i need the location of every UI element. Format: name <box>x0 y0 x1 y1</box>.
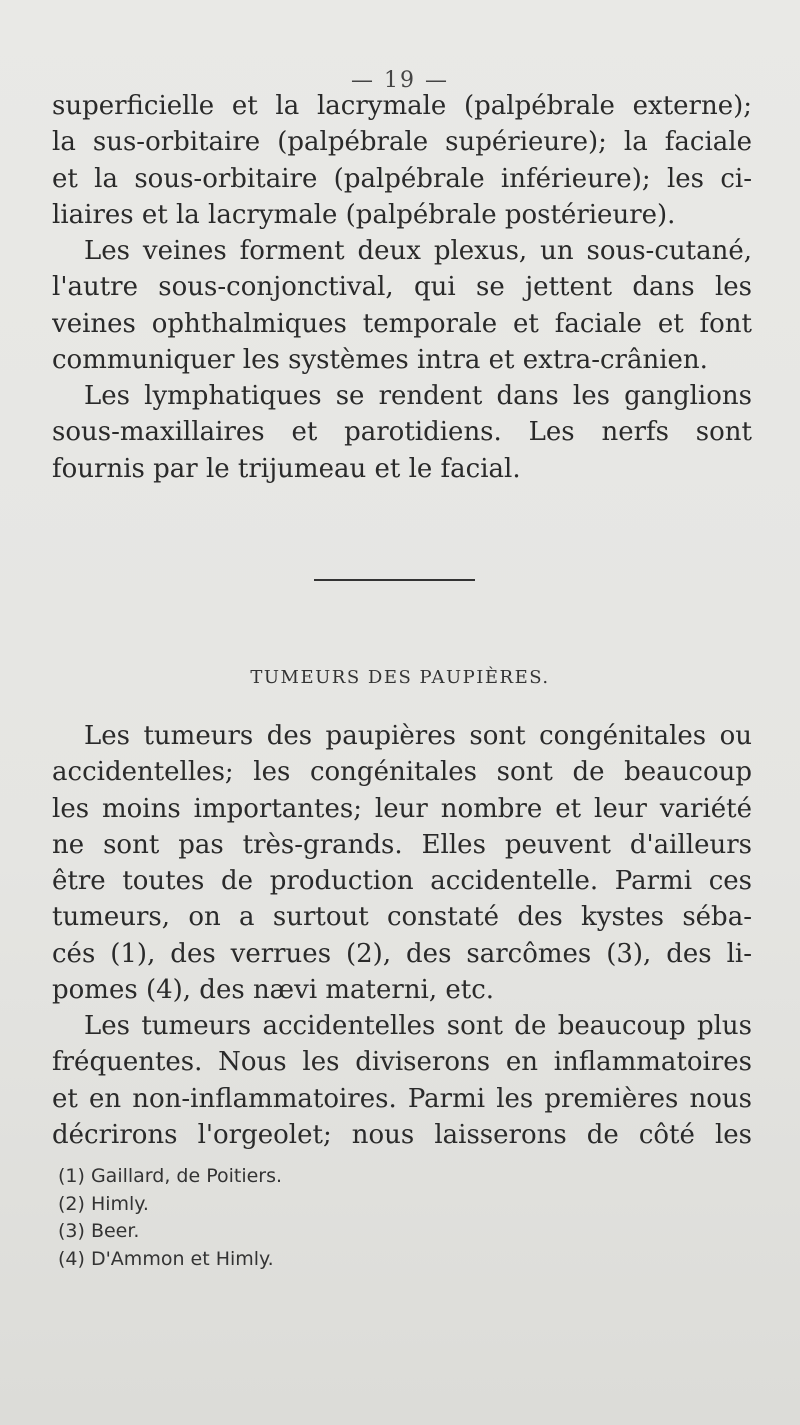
text-line: Les tumeurs des paupières sont congénitales ou <box>84 721 752 751</box>
section-divider <box>314 579 475 581</box>
text-line: fournis par le trijumeau et le facial. <box>52 453 521 484</box>
section-heading: TUMEURS DES PAUPIÈRES. <box>250 667 550 688</box>
text-line: veines ophthalmiques temporale et faciale et font <box>52 308 752 339</box>
text-line: décrirons l'orgeolet; nous laisserons de côté les <box>52 1119 752 1150</box>
text-line: fréquentes. Nous les diviserons en inflammatoires <box>52 1047 752 1078</box>
text-line: tumeurs, on a surtout constaté des kystes séba- <box>52 902 752 933</box>
text-line: communiquer les systèmes intra et extra-crânien. <box>52 344 708 375</box>
text-line: liaires et la lacrymale (palpébrale postérieure). <box>52 199 676 230</box>
anatomy-text-block <box>52 88 752 233</box>
footnote: (2) Himly. <box>58 1192 149 1215</box>
text-line: Les lymphatiques se rendent dans les ganglions <box>84 381 752 411</box>
text-line: l'autre sous-conjonctival, qui se jettent dans les <box>52 272 752 303</box>
text-line: et en non-inflammatoires. Parmi les premières nous <box>52 1083 752 1114</box>
text-line: cés (1), des verrues (2), des sarcômes (3), des li- <box>52 938 752 969</box>
footnote: (1) Gaillard, de Poitiers. <box>58 1165 283 1187</box>
text-line: Les veines forment deux plexus, un sous-cutané, <box>84 236 752 266</box>
text-line: et la sous-orbitaire (palpébrale inférieure); les ci- <box>52 163 752 194</box>
footnote: (4) D'Ammon et Himly. <box>58 1247 274 1270</box>
text-line: accidentelles; les congénitales sont de beaucoup <box>52 757 752 788</box>
text-line: sous-maxillaires et parotidiens. Les nerfs sont <box>52 417 752 448</box>
page-number: — 19 — <box>351 68 449 93</box>
veins-paragraph <box>52 233 752 378</box>
accidental-tumors-paragraph <box>52 1008 752 1153</box>
tumors-paragraph <box>52 718 752 1008</box>
text-line: pomes (4), des nævi materni, etc. <box>52 975 495 1006</box>
footnotes <box>58 1163 558 1273</box>
text-line: être toutes de production accidentelle. Parmi ces <box>52 866 752 897</box>
text-line: Les tumeurs accidentelles sont de beaucoup plus <box>84 1011 752 1041</box>
lymphatics-paragraph <box>52 378 752 487</box>
text-line: superficielle et la lacrymale (palpébrale externe); <box>52 91 752 121</box>
text-line: la sus-orbitaire (palpébrale supérieure); la faciale <box>52 127 752 158</box>
text-line: les moins importantes; leur nombre et leur variété <box>52 793 752 824</box>
footnote: (3) Beer. <box>58 1220 140 1242</box>
text-line: ne sont pas très-grands. Elles peuvent d'ailleurs <box>52 829 752 860</box>
